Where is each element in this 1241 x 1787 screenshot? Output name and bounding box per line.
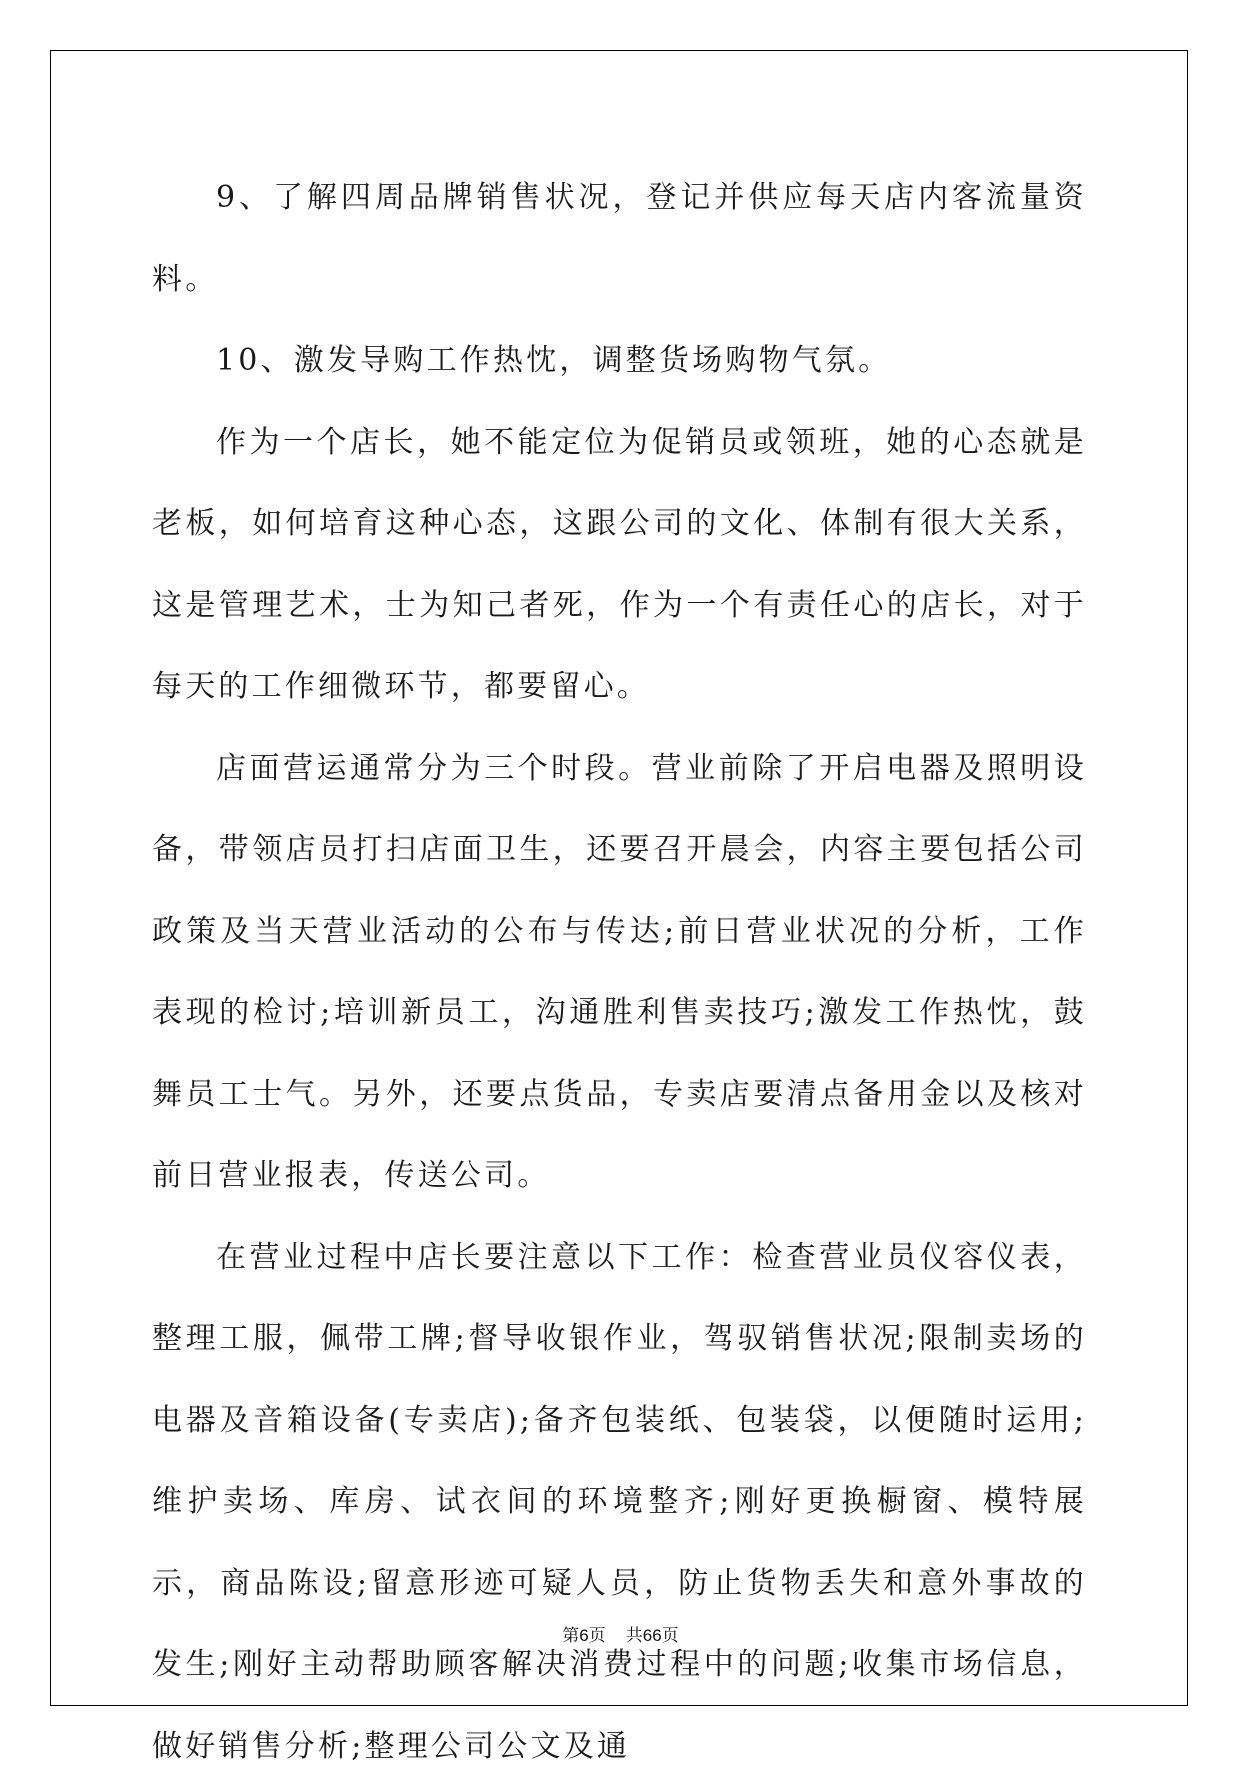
paragraph-5: 在营业过程中店长要注意以下工作：检查营业员仪容仪表，整理工服，佩带工牌;督导收银作业，驾驭销售状况;限制卖场的电器及音箱设备(专卖店);备齐包装纸、包装袋，以便随时运用;维护卖场、库房、试衣间的环境整齐;刚好更换橱窗、模特展示，商品陈设;留意形迹可疑人员，防止货物丢失和意外事故的发生;刚好主动帮助顾客解决消费过程中的问题;收集市场信息，做好销售分析;整理公司公文及通 [152, 1217, 1087, 1787]
page-suffix: 页 [589, 1626, 606, 1646]
paragraph-2: 10、激发导购工作热忱，调整货场购物气氛。 [152, 320, 1087, 402]
page-prefix: 第 [562, 1626, 579, 1646]
total-suffix: 页 [662, 1626, 679, 1646]
paragraph-3: 作为一个店长，她不能定位为促销员或领班，她的心态就是老板，如何培育这种心态，这跟公司的文化、体制有很大关系，这是管理艺术，士为知己者死，作为一个有责任心的店长，对于每天的工作细微环节，都要留心。 [152, 402, 1087, 728]
page-footer [0, 1621, 1241, 1646]
paragraph-1: 9、了解四周品牌销售状况，登记并供应每天店内客流量资料。 [152, 157, 1087, 320]
document-body [152, 157, 1087, 1787]
total-pages: 66 [643, 1626, 662, 1645]
paragraph-4: 店面营运通常分为三个时段。营业前除了开启电器及照明设备，带领店员打扫店面卫生，还要召开晨会，内容主要包括公司政策及当天营业活动的公布与传达;前日营业状况的分析，工作表现的检讨;培训新员工，沟通胜利售卖技巧;激发工作热忱，鼓舞员工士气。另外，还要点货品，专卖店要清点备用金以及核对前日营业报表，传送公司。 [152, 728, 1087, 1217]
total-prefix: 共 [626, 1626, 643, 1646]
page-number: 6 [579, 1626, 588, 1645]
